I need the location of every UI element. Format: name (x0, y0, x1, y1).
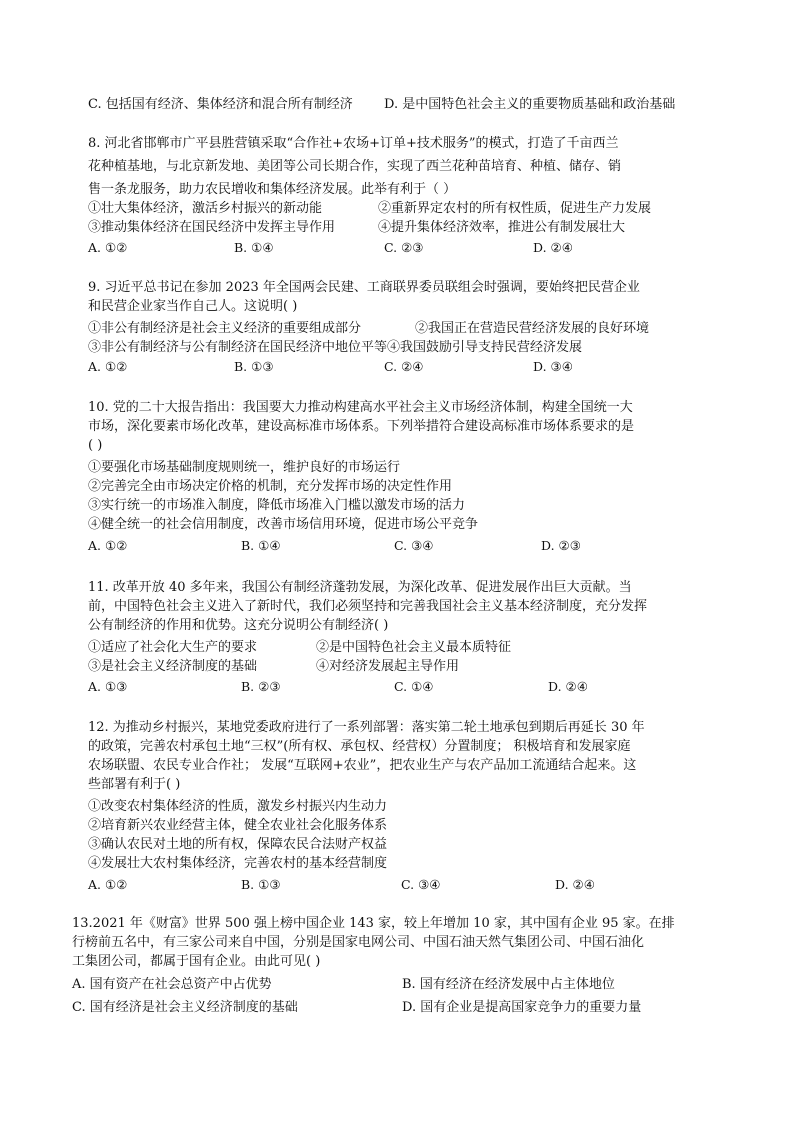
q11-statement-1: ①适应了社会化大生产的要求 (88, 640, 258, 655)
q10-option-a: A. ①② (88, 538, 128, 553)
q13-stem-line-2: 行榜前五名中，有三家公司来自中国，分别是国家电网公司、中国石油天然气集团公司、中国石油化 (72, 935, 645, 950)
q10-statement-4: ④健全统一的社会信用制度，改善市场信用环境，促进市场公平竞争 (88, 517, 479, 532)
q9-option-a: A. ①② (88, 359, 128, 374)
q12-statement-3: ③确认农民对土地的所有权，保障农民合法财产权益 (88, 837, 388, 852)
q11-statement-3: ③是社会主义经济制度的基础 (88, 659, 258, 674)
q9-statement-2: ②我国正在营造民营经济发展的良好环境 (415, 321, 650, 336)
q10-statement-3: ③实行统一的市场准入制度，降低市场准入门槛以激发市场的活力 (88, 498, 466, 513)
q10-statement-1: ①要强化市场基础制度规则统一，维护良好的市场运行 (88, 460, 401, 475)
q11-option-b: B. ②③ (241, 679, 281, 694)
q12-option-d: D. ②④ (555, 877, 595, 892)
q9-stem-line-1: 9. 习近平总书记在参加 2023 年全国两会民建、工商联界委员联组会时强调，要始终把民营企业 (88, 280, 640, 295)
q10-stem-line-1: 10. 党的二十大报告指出：我国要大力推动构建高水平社会主义市场经济体制，构建全国统一大 (88, 400, 633, 415)
q8-stem-line-3: 售一条龙服务，助力农民增收和集体经济发展。此举有利于（ ） (88, 182, 457, 197)
q13-option-c: C. 国有经济是社会主义经济制度的基础 (72, 1000, 298, 1015)
q8-statement-4: ④提升集体经济效率，推进公有制发展壮大 (378, 220, 626, 235)
q11-stem-line-1: 11. 改革开放 40 多年来，我国公有制经济蓬勃发展，为深化改革、促进发展作出巨大贡献。当 (88, 580, 632, 595)
q9-stem-line-2: 和民营企业家当作自己人。这说明( ) (88, 299, 298, 314)
q8-option-a: A. ①② (88, 240, 128, 255)
q13-stem-line-3: 工集团公司，都属于国有企业。由此可见( ) (72, 954, 321, 969)
q11-stem-line-2: 前，中国特色社会主义进入了新时代，我们必须坚持和完善我国社会主义基本经济制度，充分发挥 (88, 599, 648, 614)
q11-statement-2: ②是中国特色社会主义最本质特征 (316, 640, 512, 655)
q10-stem-line-2: 市场，深化要素市场化改革，建设高标准市场体系。下列举措符合建设高标准市场体系要求的是 (88, 419, 635, 434)
q11-option-a: A. ①③ (88, 679, 128, 694)
q12-stem-line-3: 农场联盟、农民专业合作社； 发展“互联网+农业”，把农业生产与农产品加工流通结合起来。这 (88, 758, 637, 773)
q8-statement-1: ①壮大集体经济，激活乡村振兴的新动能 (88, 201, 323, 216)
q8-option-b: B. ①④ (234, 240, 274, 255)
q8-stem-line-1: 8. 河北省邯郸市广平县胜营镇采取“合作社+农场+订单+技术服务”的模式，打造了千亩西兰 (88, 136, 619, 151)
q8-option-c: C. ②③ (384, 240, 424, 255)
q12-statement-4: ④发展壮大农村集体经济，完善农村的基本经营制度 (88, 856, 388, 871)
q13-stem-line-1: 13.2021 年《财富》世界 500 强上榜中国企业 143 家，较上年增加 10 家，其中国有企业 95 家。在排 (72, 916, 675, 931)
q10-stem-line-3: ( ) (88, 438, 103, 453)
q8-option-d: D. ②④ (533, 240, 573, 255)
q12-stem-line-1: 12. 为推动乡村振兴，某地党委政府进行了一系列部署：落实第二轮土地承包到期后再延长 30 年 (88, 720, 645, 735)
q9-statement-1: ①非公有制经济是社会主义经济的重要组成部分 (88, 321, 362, 336)
q12-option-a: A. ①② (88, 877, 128, 892)
q13-option-d: D. 国有企业是提高国家竞争力的重要力量 (402, 1000, 642, 1015)
q12-statement-2: ②培育新兴农业经营主体，健全农业社会化服务体系 (88, 818, 388, 833)
q7-option-d: D. 是中国特色社会主义的重要物质基础和政治基础 (384, 97, 676, 112)
q10-option-d: D. ②③ (541, 538, 581, 553)
q12-stem-line-2: 的政策，完善农村承包土地“三权”(所有权、承包权、经营权）分置制度； 积极培育和发展家庭 (88, 739, 631, 754)
q10-statement-2: ②完善完全由市场决定价格的机制，充分发挥市场的决定性作用 (88, 479, 453, 494)
q10-option-c: C. ③④ (394, 538, 434, 553)
q7-option-c: C. 包括国有经济、集体经济和混合所有制经济 (88, 97, 353, 112)
q11-option-d: D. ②④ (548, 679, 588, 694)
q13-option-a: A. 国有资产在社会总资产中占优势 (72, 977, 272, 992)
q11-statement-4: ④对经济发展起主导作用 (316, 659, 460, 674)
q12-statement-1: ①改变农村集体经济的性质，激发乡村振兴内生动力 (88, 799, 388, 814)
q10-option-b: B. ①④ (241, 538, 281, 553)
q8-statement-3: ③推动集体经济在国民经济中发挥主导作用 (88, 220, 336, 235)
q8-statement-2: ②重新界定农村的所有权性质，促进生产力发展 (378, 201, 652, 216)
q8-stem-line-2: 花种植基地，与北京新发地、美团等公司长期合作，实现了西兰花种苗培育、种植、储存、销 (88, 159, 622, 174)
q11-option-c: C. ①④ (394, 679, 434, 694)
q9-option-d: D. ③④ (533, 359, 573, 374)
q9-option-b: B. ①③ (234, 359, 274, 374)
q11-stem-line-3: 公有制经济的作用和优势。这充分说明公有制经济( ) (88, 618, 389, 633)
q12-option-b: B. ①③ (241, 877, 281, 892)
q9-statement-3-4: ③非公有制经济与公有制经济在国民经济中地位平等④我国鼓励引导支持民营经济发展 (88, 340, 583, 355)
q12-option-c: C. ③④ (401, 877, 441, 892)
q9-option-c: C. ②④ (384, 359, 424, 374)
q12-stem-line-4: 些部署有利于( ) (88, 777, 181, 792)
q13-option-b: B. 国有经济在经济发展中占主体地位 (402, 977, 615, 992)
